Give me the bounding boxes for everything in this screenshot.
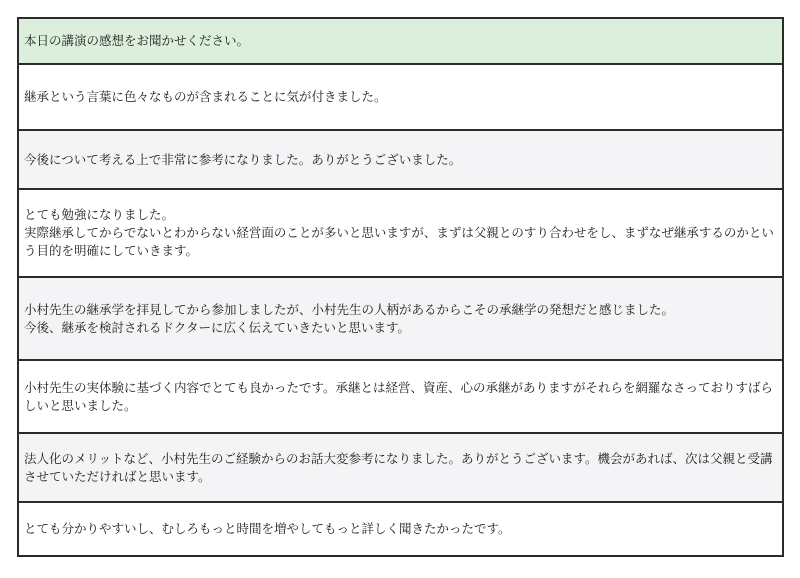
response-text: 継承という言葉に色々なものが含まれることに気が付きました。 — [24, 89, 387, 104]
response-text: 今後について考える上で非常に参考になりました。ありがとうございました。 — [24, 151, 462, 167]
question-header: 本日の講演の感想をお聞かせください。 — [24, 33, 250, 48]
response-row-4 — [19, 276, 782, 359]
response-row-3 — [19, 188, 782, 276]
response-text: とても勉強になりました。 実際継承してからでないとわからない経営面のことが多いと思いますが、まずは父親とのすり合わせをし、まずなぜ継承するのかという目的を明確にしていきます。 — [24, 207, 774, 258]
response-text: とても分かりやすいし、むしろもっと時間を増やしてもっと詳しく聞きたかったです。 — [24, 521, 511, 536]
survey-table — [17, 17, 784, 557]
response-text: 小村先生の実体験に基づく内容でとても良かったです。承継とは経営、資産、心の承継がありますがそれらを網羅なさっておりすばらしいと思いました。 — [24, 379, 774, 413]
response-row-5 — [19, 359, 782, 432]
response-row-6 — [19, 432, 782, 501]
response-row-2 — [19, 129, 782, 188]
response-row-7 — [19, 501, 782, 555]
table-header-row — [19, 19, 782, 63]
response-text: 小村先生の継承学を拝見してから参加しましたが、小村先生の人柄があるからこその承継学の発想だと感じました。 今後、継承を検討されるドクターに広く伝えていきたいと思います。 — [24, 301, 675, 335]
response-text: 法人化のメリットなど、小村先生のご経験からのお話大変参考になりました。ありがとうございます。機会があれば、次は父親と受講させていただければと思います。 — [24, 450, 773, 484]
response-row-1 — [19, 63, 782, 129]
